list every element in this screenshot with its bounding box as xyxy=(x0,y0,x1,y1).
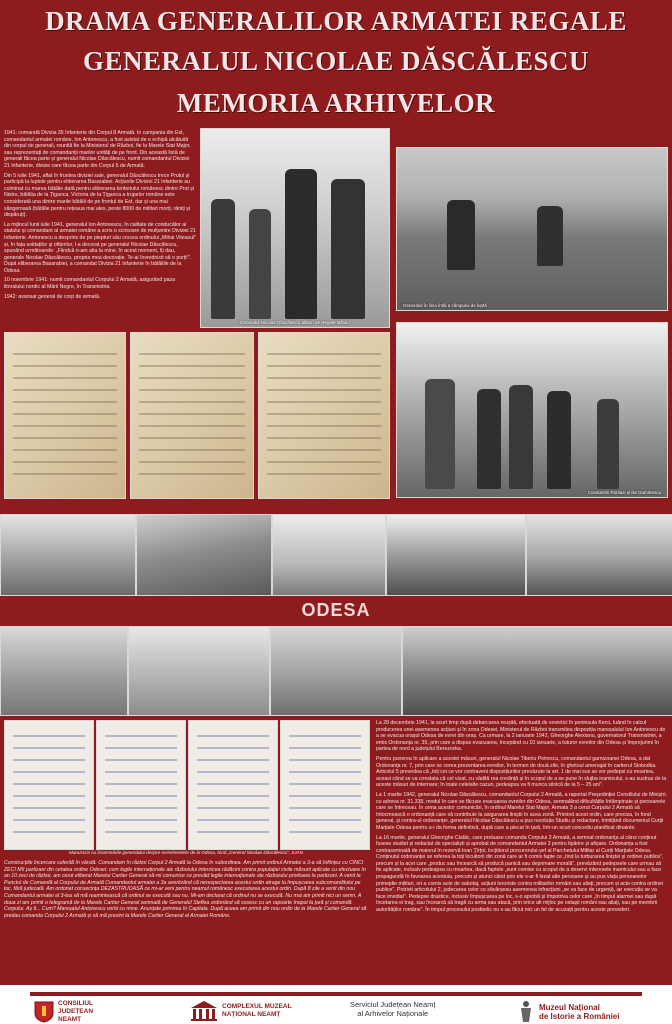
photo-caption: Generalul Nicolae Dăscălescu alături de Regele Mihai I xyxy=(239,320,351,325)
figure-silhouette xyxy=(509,385,533,489)
logo-label: Serviciul Județean Neamț xyxy=(350,1000,436,1009)
odesa-right-text xyxy=(376,720,668,968)
section-heading-odesa: ODESA xyxy=(301,600,371,620)
manuscript-page xyxy=(188,720,278,850)
manuscript-page xyxy=(258,332,390,499)
museum-icon xyxy=(190,1000,218,1022)
figure-silhouette xyxy=(547,391,571,489)
documents-caption: Manuscris cu însemnările generalului despre evenimentele de la Odesa, fond „General Nicolae Dăscălescu”, SJAN xyxy=(69,850,303,855)
logo-mnir xyxy=(518,1000,619,1024)
figure-silhouette xyxy=(597,399,619,489)
strip-photo-ruined-building xyxy=(526,514,672,596)
strip-photo-street xyxy=(270,626,402,716)
page-title-line3: MEMORIA ARHIVELOR xyxy=(176,88,496,118)
logo-arhivele-nationale xyxy=(350,1000,435,1018)
logo-label: de Istorie a României xyxy=(539,1012,620,1021)
manuscript-page xyxy=(4,332,126,499)
photo-battlefield xyxy=(396,147,668,311)
intro-paragraph: 1942: avansat general de corp de armată. xyxy=(4,293,101,300)
photo-caption: Generalul în linia întâi a câmpului de luptă xyxy=(403,303,487,308)
logo-label: NAȚIONAL NEAMȚ xyxy=(222,1011,281,1018)
logo-label: COMPLEXUL MUZEAL xyxy=(222,1003,292,1010)
odesa-paragraph: La 1 martie 1942, generalul Nicolae Dăscălescu, comandantul Corpului 2 Armată, a raportat Președinției Consiliului de Miniștri, cu adresa nr. 31.338, modul în care se făcuse evacuarea evreilor din Odesa, semnalând dificultățile întâmpinate și persoanele care se întreceau. În urma acestor comunicări, în ordinul Marelui Stat Major, Armata 3 a cerut Corpului 2 Armată să întocmească o ordonanță care să contribuie la asigurarea liniștii în acea zonă. Primind acest ordin, care preciza, în fond general, și contra-ul ordonanței, generalul Nicolae Dăscălescu a pus rezoluția Studiu și redactare, trimițând documentul Curții Marțiale Odesa pentru a-i da forma definitivă, după care a plecat în țară, într-un scurt concediu planificat dinainte. xyxy=(376,791,667,831)
page-title-line2: GENERALUL NICOLAE DĂSCĂLESCU xyxy=(82,46,590,76)
photo-generals-king xyxy=(200,128,390,328)
odesa-left-text: Construcțiile încercare suferită în vârstă. Comandam în război Corpul 2 Armată la Odesa în subordinea. Am primit ordinul Armatei a 3-a să înființez cu CINCI ZECI MII partizani din cetatea ordine Odesei: cum legile internaționale ale războiului interzicea rădăcini contra populației civile măsurii aplicate cu efectuare în an 10 zeci de război, am cerut eliberat Marelui Cartier General să-mi comunice ce prevăd legile internaționale ale războiului privitoare la partizani. A venit la Punctul de Comandă al Corpului de Armată Comandantul armatei a 3a avertizând că nerespectarea acestui ordin atrage la împușcarea subcomanditului pe loc, fără judecată. Am ordonat consecința DEZASTRUOASĂ ce mi-ar veni pentru neamul românesc executarea acestui ordin. După 8 zile a venit din nou Comandantul armatei al 3-lea să mă reamintească că ordinul se execută sau nu. Mi-am declarat că ordinul nu se execută. Nu mai am primit nici un semn. A doua zi am primit o telegramă de la Marele Cartier General semnată de Generalul Steflea ordonând să sosesc cu un rapoarte înapoi la țară și comandă Corpului. Aș fi... Cum? Mareșalul Antonescu vorbi cu mine. Anunțate primirea în Capitala. După aceea am primit din nou ordin de la Marele Cartier General să predau comanda Corpului 2 Armată și să mă prezint la Marele Cartier General al Armatei Române. xyxy=(4,860,367,919)
footer-divider xyxy=(30,992,642,996)
intro-paragraph: La mijlocul lunii iulie 1941, generalul Ion Antonescu, în calitate de conducător al statului și comandant al armatei române a scris o scrisoare de mulțumire Diviziei 21 Infanterie. Antonescu a desprins de pe piepturi său crucea ordinului „Mihai Viteazul” și, în fața soldaților și ofițerilor, l-a decorat pe generalul Nicolae Dăscălescu, spunând următoarele: „Fiindcă n-am alta la mine, în acest moment, îți dau, generale Nicolae Dăscălescu, propria mea decorație. Te-ai învrednicit să o porți!”. După eliberarea Basarabiei, a comandat Divizia 21 Infanterie în bătăliile de la Odesa. xyxy=(4,221,196,274)
odesa-paragraph: La 28 decembrie 1941, la scurt timp după debarcarea reușită, efectuată de sovietici în peninsula Kerci, luând în calcul producerea unei asemenea acțiuni și în zona Odesei, Ministerul de Război transmitea dispoziția mareșalului Ion Antonescu de a se evacua orașul Odesa de evrei din oraș. Ca urmare, la 2 ianuarie 1942, Gheorghe Alexianu, guvernatorul Transnistriei, a emis Ordonanța nr. 35, prin care a dispus evacuarea, începând cu 10 ianuarie, a tuturor evreilor din Odesa și împrejurimi în partea de nord a județului Berezovka. xyxy=(376,720,666,753)
figure-silhouette xyxy=(211,199,235,319)
figure-silhouette xyxy=(477,389,501,489)
logo-consiliul-judetean xyxy=(34,1000,108,1024)
page-title-line1: DRAMA GENERALILOR ARMATEI REGALE xyxy=(45,6,627,36)
figure-silhouette xyxy=(285,169,317,319)
strip-photo-ruins xyxy=(0,514,136,596)
figure-silhouette xyxy=(537,206,563,266)
logo-label: Muzeul Național xyxy=(539,1003,600,1012)
intro-paragraph: Din 5 iulie 1941, aflat în fruntea diviziei sale, generalul Dăscălescu trece Prutul și participă la luptele pentru eliberarea Basarabiei. Acțiunile Diviziei 21 Infanterie au culminat cu marea bătălie dată pentru eliberarea teritoriului românesc dintre Prut și Nistru, bătălia de la Țiganca. Victoria de la Țiganca a trupelor române este considerată una dintre marile bătălii de pe frontul de Est, dar și una mai sângeroasă (bătălie pentru rețeaua mai ales, peste 8000 de militari morți, răniți și dispăruți). xyxy=(4,172,195,219)
logo-label: al Arhivelor Naționale xyxy=(357,1009,429,1018)
strip-photo-bunker xyxy=(402,626,672,716)
statue-icon xyxy=(518,1000,534,1024)
figure-silhouette xyxy=(331,179,365,319)
logo-complexul-muzeal xyxy=(190,1000,292,1022)
manuscript-page xyxy=(130,332,254,499)
strip-photo-destroyed-buildings xyxy=(386,514,526,596)
strip-photo-execution xyxy=(128,626,270,716)
shield-icon xyxy=(34,1001,54,1023)
strip-photo-soldiers xyxy=(272,514,386,596)
figure-silhouette xyxy=(249,209,271,319)
intro-paragraph: 1941: comandă Divizia 35 Infanterie din Corpul 8 Armată. În campania din Est, comandantul armatei române, Ion Antonescu, a fost asistat de o echipă alcătuită din corpul de generali, reunită fie la Ministerul de Război, fie la Marele Stat Major, sau reprezentați de comandanții marilor unități de pe front. Din această listă de generali făcea parte și generalul Nicolae Dăscălescu, numit comandantul Diviziei 21 Infanterie, divizie care făcea parte din Corpul 5 de Armată. xyxy=(4,130,191,169)
figure-silhouette xyxy=(425,379,455,489)
odesa-paragraph: La 16 martie, generalul Gheorghe Cialâc, care preluase comanda Corpului 2 Armată, a semnat ordonanța al cărui conținut fusese studiat și redactat de specialiști și aprobat de comandantul Armatei 3 pentru tipărire și afișare. Ordonanța a fost contrasemnată de maiorul în rezervă Ioan Ţîrţoi, locțiitorul procurorului-șef al Parchetului Militar al Curții Marțiale Odesa. Conținutul ordonanței se referea la toți locuitorii din zonă care ar fi comis fapte ce „tind la turburarea liniștei și ordinei publice”, precum și la acei care „produc sau încearcă să producă panică sau deprimare morală”, prevăzând pedepsele care urmau să fie aplicate, inclusiv pedeapsa cu moartea, dacă faptele „sunt comise cu scopul de a deservi interesele inamicului sau a face propagandă în favoarea acestuia, precum și atunci când prin ele s-ar fi lezat alte persoane și au pus viața persoanelor primejdie militari, ori a comis acte de sabotaj, acțiuni teroriste contra militarilor români sau aliați, precum și acte contra ordinei publice”. Potrivit articolului 2, judecarea celor ce săvârșeau asemenea infracțiuni „se va face de urgență, iar execuția se va face imediat”. Pedepse drastice, inclusiv împușcarea pe loc, s-o aprobă și împotriva celor care „în timpul alarmei sau după încetarea ei trag, sau încearcă să tragă cu arma sau atacă, prin orice alt mijloc pe ostașii români sau aliați, sau pe membrii autorităților române”. În timpul procesului postbelic nu s-au făcut nici un fel de acuzații pentru aceste prevederi. xyxy=(376,834,664,914)
figure-silhouette xyxy=(447,200,475,270)
manuscript-page xyxy=(96,720,186,850)
strip-photo-barricade xyxy=(136,514,272,596)
manuscript-page xyxy=(4,720,94,850)
manuscript-page xyxy=(280,720,370,850)
photo-eastern-front-officers xyxy=(396,322,668,498)
strip-photo-gallows xyxy=(0,626,128,716)
intro-text xyxy=(4,130,196,325)
odesa-paragraph: Pentru punerea în aplicare a acestei măsuri, generalul Nicolae Tiberiu Petrescu, comandantul garnizoanei Odesa, a dat Ordonanța nr. 7, prin care se cerea prezentarea evreilor, în termen de două zile, în ghetoul amenajat în cartierul Slobodka. Articolul 5 prevedea că „toți cei ce vor contraveni dispozițiunilor prevăzute la art. 1 de mai sus se vor pedepsi cu moartea, aceasi când se va constata că cel vizat, cu vădită rea credință și în scopul de a se pune în slujba inamicului, s-au sustras de la aceste măsuri de internare; în toate celelalte cazuri, pedeapsa va fi munca silnică de la 5 – 25 ani”. xyxy=(376,755,667,789)
logo-label: CONSILIUL JUDEȚEAN NEAMȚ xyxy=(58,1000,94,1023)
intro-paragraph: 10 noiembrie 1941: numit comandantul Corpului 2 Armată, asigurând paza litoralului nordic al Mării Negre, în Transnistria. xyxy=(4,277,176,291)
photo-caption: Constantin Pantazi și Ilie Dumitrescu xyxy=(587,490,661,495)
